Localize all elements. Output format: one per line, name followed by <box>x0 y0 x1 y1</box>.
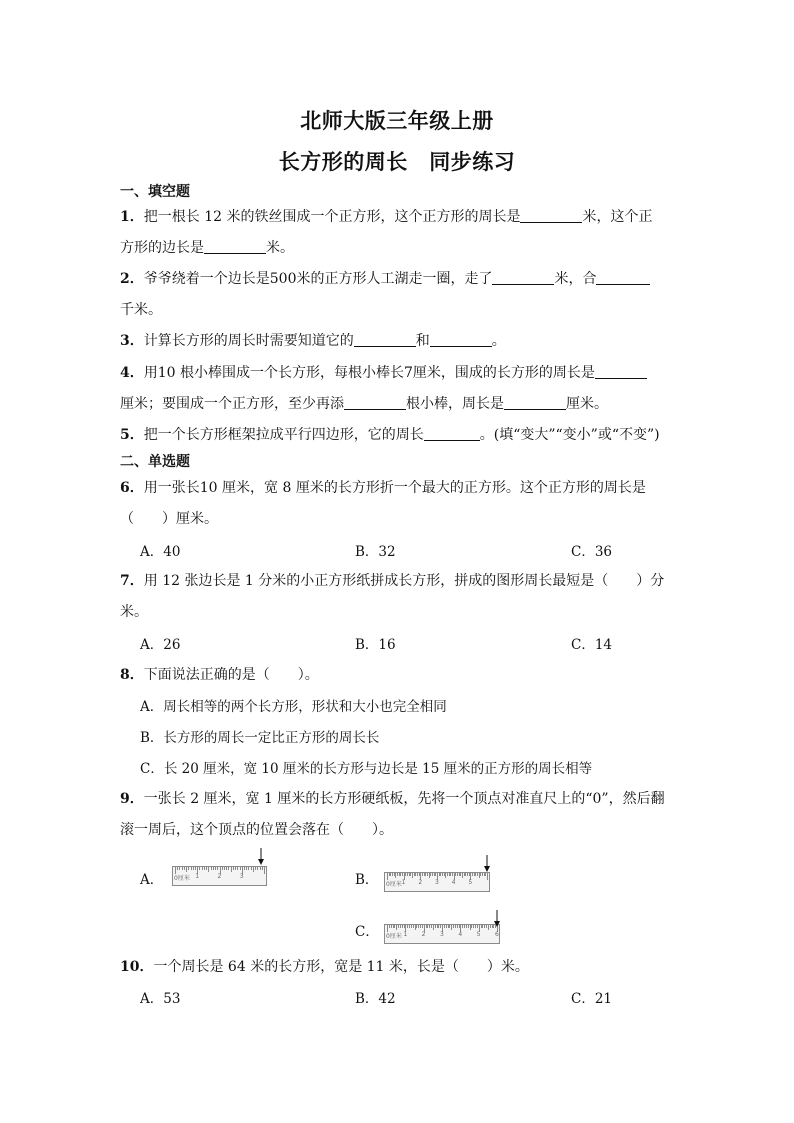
ruler-label: 2 <box>418 879 423 886</box>
question-1-line-2 <box>120 237 294 257</box>
ruler-tick <box>177 867 178 870</box>
question-2-line-2 <box>120 299 162 319</box>
question-7-line-1 <box>120 570 664 590</box>
ruler-tick <box>191 867 192 870</box>
question-number: 10． <box>120 959 154 975</box>
ruler-label: 1 <box>195 873 200 880</box>
ruler-tick <box>240 867 241 870</box>
option-b[interactable]: B．42 <box>355 991 396 1007</box>
ruler-label: 4 <box>458 931 463 938</box>
ruler-tick <box>253 867 254 872</box>
question-1-line-1 <box>120 206 652 226</box>
ruler-tick <box>251 867 252 870</box>
question-7-line-2: 米。 <box>120 604 148 620</box>
question-text: 下面说法正确的是（ ）。 <box>143 667 319 683</box>
answer-blank[interactable] <box>344 395 406 410</box>
answer-blank[interactable] <box>596 270 650 285</box>
question-number: 4． <box>120 365 144 381</box>
question-10-line-1 <box>120 956 529 976</box>
ruler-tick <box>233 867 234 870</box>
ruler-tick <box>429 925 430 928</box>
ruler-label: 0厘米 <box>386 881 402 888</box>
ruler-tick <box>215 867 216 870</box>
question-5-line-1 <box>120 424 660 444</box>
ruler-tick <box>193 867 194 870</box>
ruler-tick <box>262 867 263 870</box>
ruler-tick <box>244 867 245 870</box>
ruler-tick <box>204 867 205 870</box>
answer-blank[interactable] <box>595 364 647 379</box>
ruler-label: 1 <box>403 931 408 938</box>
question-text: 。(填“变大”“变小”或“不变”) <box>479 427 660 443</box>
answer-blank[interactable] <box>492 270 554 285</box>
question-number: 3． <box>120 333 144 349</box>
question-text: 把一根长 12 米的铁丝围成一个正方形，这个正方形的周长是 <box>143 209 521 225</box>
answer-blank[interactable] <box>354 332 416 347</box>
question-text: 一个周长是 64 米的长方形，宽是 11 米，长是（ ）米。 <box>153 959 529 975</box>
question-text: 。 <box>491 333 506 349</box>
option-b[interactable]: B．32 <box>355 544 396 560</box>
ruler-tick <box>260 867 261 870</box>
ruler-tick <box>217 867 218 870</box>
option-b[interactable]: B． <box>355 872 379 888</box>
answer-blank[interactable] <box>430 332 492 347</box>
ruler-label: 0厘米 <box>174 875 190 882</box>
ruler-tick <box>418 925 419 928</box>
ruler-tick <box>468 925 469 928</box>
question-2-line-1 <box>120 268 650 288</box>
arrow-down-icon <box>492 910 502 928</box>
question-text: 用 12 张边长是 1 分米的小正方形纸拼成长方形，拼成的图形周长最短是（ ）分 <box>143 573 665 589</box>
page-subtitle: 长方形的周长 同步练习 <box>278 150 516 174</box>
ruler-tick <box>228 867 229 870</box>
question-4-line-1 <box>120 362 647 382</box>
question-8-line-1 <box>120 664 319 684</box>
ruler-tick <box>396 925 397 930</box>
ruler-tick <box>440 925 441 928</box>
ruler-tick <box>246 867 247 870</box>
question-text: 米，合 <box>554 271 597 287</box>
ruler-label: 3 <box>435 879 439 886</box>
question-3-line-1 <box>120 330 506 350</box>
ruler-label: 0厘米 <box>386 933 402 940</box>
option-a[interactable]: A．53 <box>140 991 181 1007</box>
ruler-label: 3 <box>440 931 444 938</box>
option-a[interactable]: A．26 <box>140 637 181 653</box>
option-a[interactable]: A．周长相等的两个长方形，形状和大小也完全相同 <box>140 699 447 715</box>
ruler-tick <box>257 867 258 870</box>
ruler-tick <box>457 925 458 928</box>
question-9-line-1 <box>120 788 665 808</box>
page-title: 北师大版三年级上册 <box>300 109 494 133</box>
ruler-label: 5 <box>468 879 473 886</box>
question-text: 厘米。 <box>566 396 608 412</box>
ruler-tick <box>184 867 185 870</box>
ruler-tick <box>248 867 249 870</box>
option-b[interactable]: B．长方形的周长一定比正方形的周长长 <box>140 730 380 746</box>
question-text: 用一张长10 厘米，宽 8 厘米的长方形折一个最大的正方形。这个正方形的周长是 <box>143 480 646 496</box>
question-number: 1． <box>120 209 144 225</box>
option-c[interactable]: C．14 <box>571 637 613 653</box>
option-c[interactable]: C．36 <box>571 544 613 560</box>
ruler-tick <box>231 867 232 872</box>
arrow-down-icon <box>256 848 266 866</box>
answer-blank[interactable] <box>504 395 566 410</box>
answer-blank[interactable] <box>520 208 582 223</box>
ruler-label: 3 <box>239 873 244 880</box>
ruler-tick <box>402 925 403 928</box>
ruler-tick <box>446 925 447 928</box>
question-4-line-2 <box>120 393 608 413</box>
ruler-option-b <box>384 872 490 892</box>
question-text: 米，这个正 <box>582 209 653 225</box>
answer-blank[interactable] <box>204 239 266 254</box>
option-c[interactable]: C．长 20 厘米，宽 10 厘米的长方形与边长是 15 厘米的正方形的周长相等 <box>140 761 593 777</box>
option-c[interactable]: C．21 <box>571 991 613 1007</box>
ruler-tick <box>206 867 207 870</box>
ruler-label: 5 <box>476 931 481 938</box>
ruler-tick <box>413 925 414 928</box>
ruler-tick <box>407 925 408 928</box>
ruler-tick <box>224 867 225 870</box>
ruler-tick <box>226 867 227 870</box>
ruler-label: 1 <box>401 879 406 886</box>
question-text: 方形的边长是 <box>120 240 204 256</box>
ruler-tick <box>222 867 223 870</box>
ruler-tick <box>186 867 187 872</box>
question-9-line-2: 滚一周后，这个顶点的位置会落在（ ）。 <box>120 822 393 838</box>
option-a[interactable]: A．40 <box>140 544 181 560</box>
ruler-tick <box>188 867 189 870</box>
question-text: 计算长方形的周长时需要知道它的 <box>143 333 354 349</box>
question-text: 用10 根小棒围成一个长方形，每根小棒长7厘米，围成的长方形的周长是 <box>143 365 595 381</box>
ruler-tick <box>182 867 183 870</box>
option-b[interactable]: B．16 <box>355 637 396 653</box>
question-text: 米。 <box>266 240 294 256</box>
ruler-label: 6 <box>495 931 499 938</box>
question-number: 2． <box>120 271 144 287</box>
ruler-tick <box>462 925 463 928</box>
ruler-tick <box>487 873 488 880</box>
ruler-tick <box>435 925 436 928</box>
question-number: 9． <box>120 791 144 807</box>
ruler-tick <box>208 867 209 872</box>
question-6-line-2: （ ）厘米。 <box>120 511 218 527</box>
ruler-tick <box>490 925 491 928</box>
ruler-tick <box>199 867 200 870</box>
question-text: 根小棒，周长是 <box>406 396 504 412</box>
question-number: 6． <box>120 480 144 496</box>
question-text: 和 <box>415 333 430 349</box>
arrow-down-icon <box>482 855 492 873</box>
ruler-tick <box>255 867 256 870</box>
ruler-tick <box>213 867 214 870</box>
question-text: 千米。 <box>120 302 162 318</box>
ruler-tick <box>195 867 196 870</box>
question-text: 一张长 2 厘米，宽 1 厘米的长方形硬纸板，先将一个顶点对准直尺上的“0”，然后翻 <box>143 791 665 807</box>
question-text: 厘米；要围成一个正方形，至少再添 <box>120 396 344 412</box>
ruler-tick <box>211 867 212 870</box>
option-c[interactable]: C． <box>355 924 379 940</box>
ruler-tick <box>264 867 265 874</box>
ruler-label: 2 <box>421 931 426 938</box>
question-number: 7． <box>120 573 144 589</box>
ruler-option-c <box>384 924 500 944</box>
ruler-tick <box>473 925 474 928</box>
option-a[interactable]: A． <box>140 872 164 888</box>
ruler-label: 2 <box>217 873 222 880</box>
ruler-tick <box>179 867 180 870</box>
question-text: 把一个长方形框架拉成平行四边形，它的周长 <box>143 427 424 443</box>
ruler-tick <box>202 867 203 870</box>
question-number: 8． <box>120 667 144 683</box>
ruler-tick <box>237 867 238 870</box>
section-heading-choice: 二、单选题 <box>120 454 190 470</box>
ruler-tick <box>484 925 485 928</box>
ruler-option-a <box>172 866 267 886</box>
ruler-tick <box>235 867 236 870</box>
ruler-label: 4 <box>451 879 456 886</box>
question-text: 爷爷绕着一个边长是500米的正方形人工湖走一圈，走了 <box>143 271 493 287</box>
section-heading-fill: 一、填空题 <box>120 184 190 200</box>
question-number: 5． <box>120 427 144 443</box>
question-6-line-1 <box>120 477 646 497</box>
ruler-tick <box>391 925 392 928</box>
ruler-tick <box>451 925 452 930</box>
answer-blank[interactable] <box>424 426 480 441</box>
